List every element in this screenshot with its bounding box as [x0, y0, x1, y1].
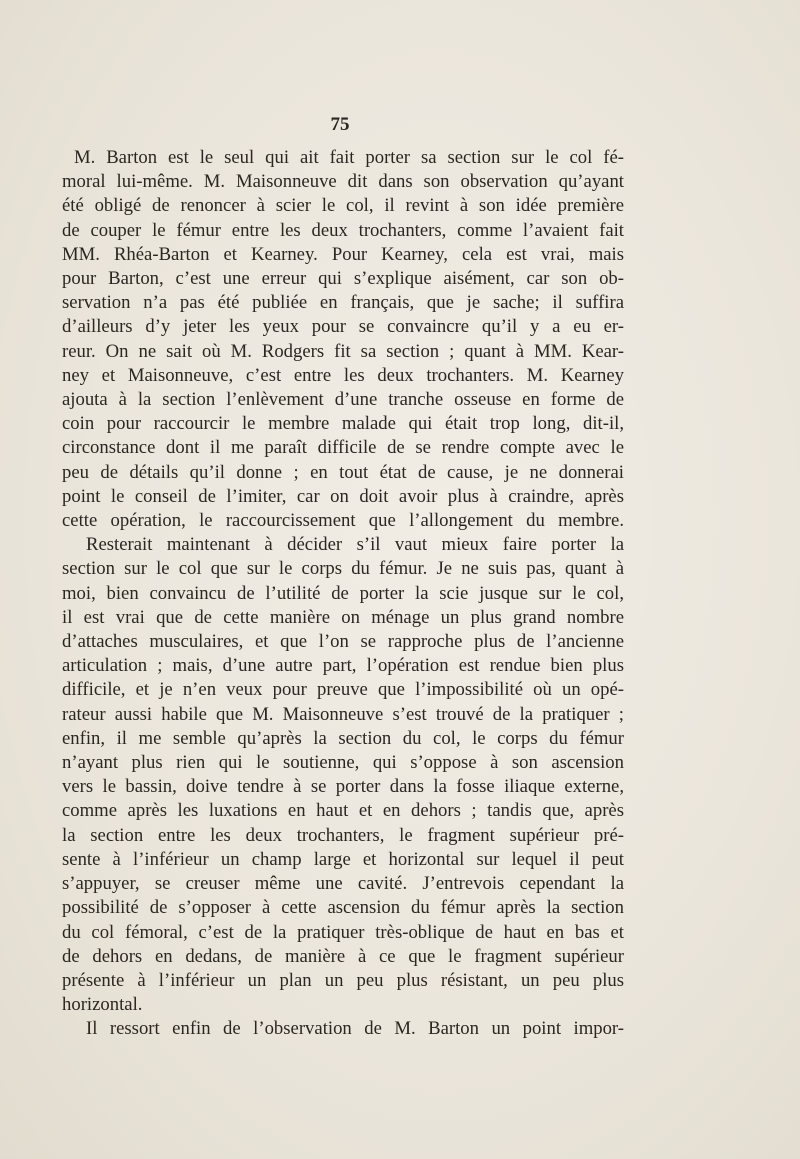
- text-line: n’ayant plus rien qui le soutienne, qui s’oppose à son ascension: [62, 752, 624, 774]
- text-line: été obligé de renoncer à scier le col, il revint à son idée première: [62, 195, 624, 217]
- text-line: reur. On ne sait où M. Rodgers fit sa section ; quant à MM. Kear-: [62, 340, 624, 362]
- text-line: ajouta à la section l’enlèvement d’une tranche osseuse en forme de: [62, 389, 624, 411]
- text-line: moral lui-même. M. Maisonneuve dit dans son observation qu’ayant: [62, 171, 624, 193]
- body-text: [62, 146, 624, 1042]
- text-line: articulation ; mais, d’une autre part, l’opération est rendue bien plus: [62, 655, 624, 677]
- text-line: vers le bassin, doive tendre à se porter dans la fosse iliaque externe,: [62, 776, 624, 798]
- text-line: section sur le col que sur le corps du fémur. Je ne suis pas, quant à: [62, 558, 624, 580]
- text-line: cette opération, le raccourcissement que l’allongement du membre.: [62, 510, 624, 532]
- text-line: de dehors en dedans, de manière à ce que le fragment supérieur: [62, 945, 624, 967]
- text-line: rateur aussi habile que M. Maisonneuve s’est trouvé de la pratiquer ;: [62, 703, 624, 725]
- text-line: point le conseil de l’imiter, car on doit avoir plus à craindre, après: [62, 485, 624, 507]
- text-line: d’ailleurs d’y jeter les yeux pour se convaincre qu’il y a eu er-: [62, 316, 624, 338]
- text-line: Il ressort enfin de l’observation de M. Barton un point impor-: [86, 1018, 624, 1040]
- text-line: M. Barton est le seul qui ait fait porter sa section sur le col fé-: [74, 147, 624, 168]
- page-number: 75: [330, 114, 350, 135]
- text-line: d’attaches musculaires, et que l’on se rapproche plus de l’ancienne: [62, 631, 624, 653]
- text-line: MM. Rhéa-Barton et Kearney. Pour Kearney, cela est vrai, mais: [62, 243, 624, 265]
- text-line: de couper le fémur entre les deux trochanters, comme l’avaient fait: [62, 219, 624, 241]
- text-line: moi, bien convaincu de l’utilité de porter la scie jusque sur le col,: [62, 582, 624, 604]
- text-line: sente à l’inférieur un champ large et horizontal sur lequel il peut: [62, 848, 624, 870]
- text-line: peu de détails qu’il donne ; en tout état de cause, je ne donnerai: [62, 461, 624, 483]
- text-line: pour Barton, c’est une erreur qui s’explique aisément, car son ob-: [62, 268, 624, 290]
- text-line: Resterait maintenant à décider s’il vaut mieux faire porter la: [86, 534, 624, 556]
- text-line: horizontal.: [62, 994, 143, 1016]
- text-line: possibilité de s’opposer à cette ascension du fémur après la section: [62, 897, 624, 919]
- text-line: présente à l’inférieur un plan un peu plus résistant, un peu plus: [62, 969, 624, 991]
- text-line: du col fémoral, c’est de la pratiquer très-oblique de haut en bas et: [62, 921, 624, 943]
- text-line: servation n’a pas été publiée en français, que je sache; il suffira: [62, 292, 624, 314]
- text-line: difficile, et je n’en veux pour preuve que l’impossibilité où un opé-: [62, 679, 624, 701]
- text-line: la section entre les deux trochanters, le fragment supérieur pré-: [62, 824, 624, 846]
- text-line: ney et Maisonneuve, c’est entre les deux trochanters. M. Kearney: [62, 364, 624, 386]
- text-line: enfin, il me semble qu’après la section du col, le corps du fémur: [62, 727, 624, 749]
- text-line: s’appuyer, se creuser même une cavité. J’entrevois cependant la: [62, 873, 624, 895]
- text-line: comme après les luxations en haut et en dehors ; tandis que, après: [62, 800, 624, 822]
- text-line: il est vrai que de cette manière on ménage un plus grand nombre: [62, 606, 624, 628]
- text-line: coin pour raccourcir le membre malade qui était trop long, dit-il,: [62, 413, 624, 435]
- text-line: circonstance dont il me paraît difficile de se rendre compte avec le: [62, 437, 624, 459]
